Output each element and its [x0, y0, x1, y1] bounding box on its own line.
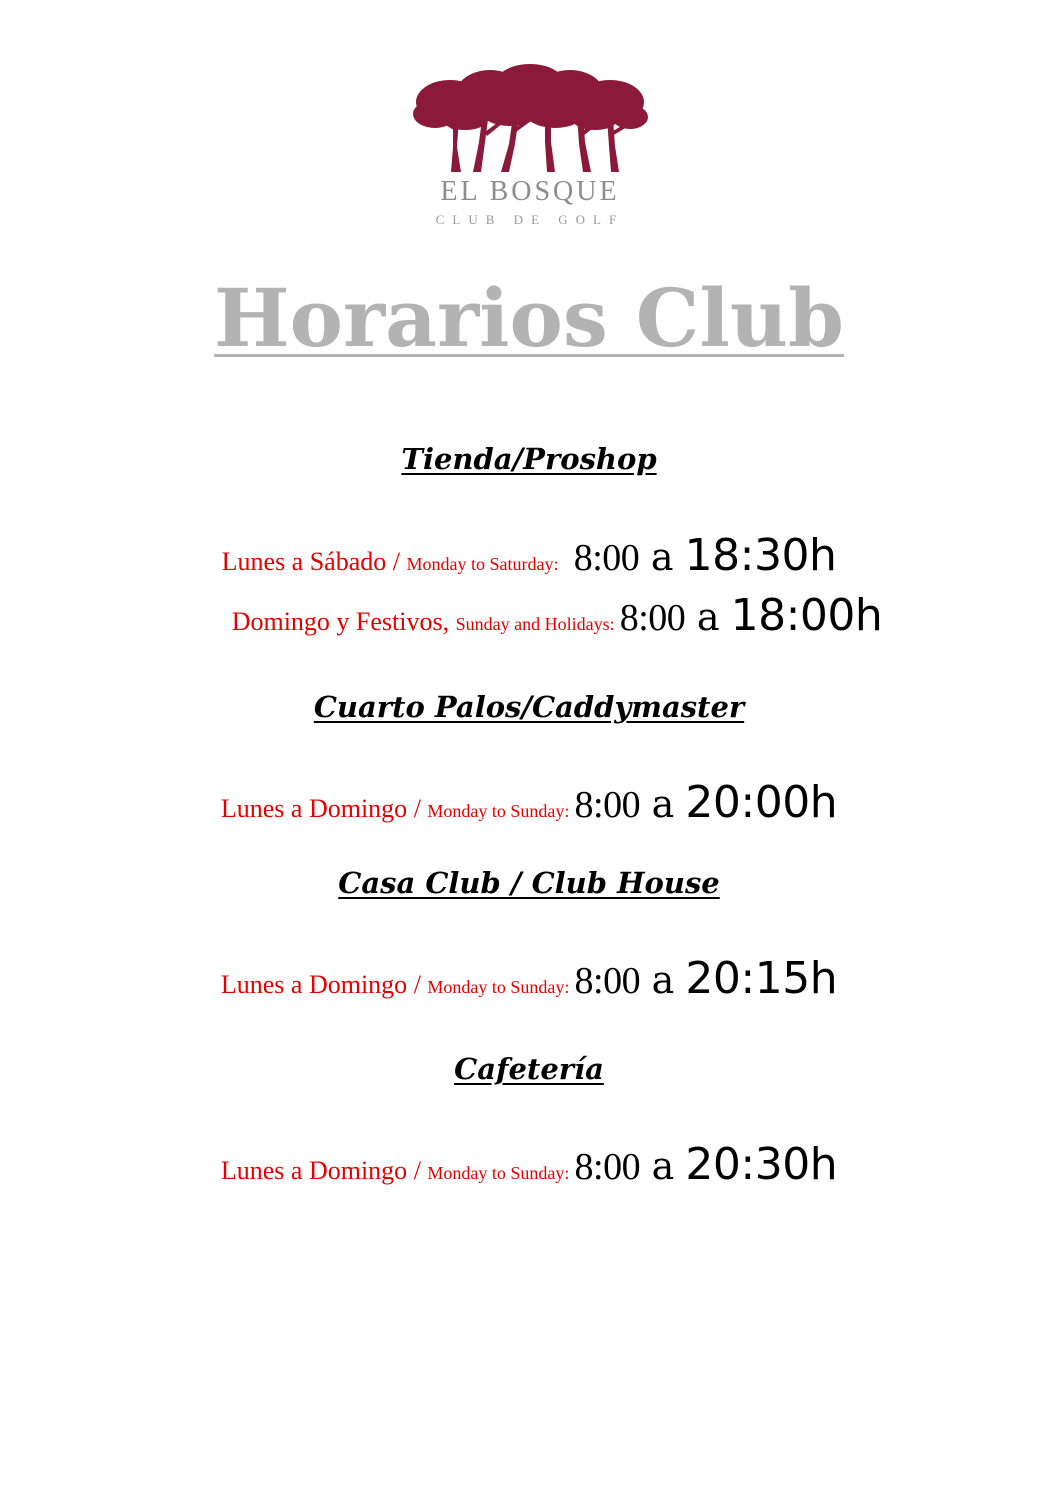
open-time: 8:00: [574, 784, 641, 826]
days-en: Sunday and Holidays:: [455, 614, 615, 634]
close-time: 20:00h: [685, 777, 838, 828]
days-en: Monday to Sunday:: [427, 801, 570, 821]
days-es: Domingo y Festivos,: [231, 607, 450, 636]
days-es: Lunes a Sábado: [221, 547, 387, 576]
logo-name: EL BOSQUE: [440, 176, 620, 207]
hours-connector: a: [650, 535, 674, 579]
open-time: 8:00: [573, 537, 640, 579]
schedule-row: [28, 590, 1058, 641]
hours-connector: a: [651, 782, 674, 826]
hours: [574, 953, 838, 1004]
close-time: 20:30h: [685, 1139, 838, 1190]
separator: /: [407, 970, 428, 999]
days-en: Monday to Sunday:: [427, 977, 570, 997]
page-title: Horarios Club: [214, 271, 844, 365]
days-es: Lunes a Domingo: [220, 1156, 408, 1185]
section-heading-club-house: Casa Club / Club House: [338, 866, 720, 900]
close-time: 20:15h: [685, 953, 838, 1004]
days-es: Lunes a Domingo: [220, 970, 408, 999]
separator: /: [407, 1156, 428, 1185]
close-time: 18:00h: [730, 590, 883, 641]
hours-connector: a: [651, 958, 674, 1002]
close-time: 18:30h: [684, 530, 837, 581]
hours-connector: a: [651, 1144, 674, 1188]
hours-connector: a: [696, 595, 720, 639]
open-time: 8:00: [574, 960, 641, 1002]
schedule-row: [0, 953, 1058, 1004]
trees-icon: [405, 62, 655, 174]
days-en: Monday to Saturday:: [406, 554, 559, 574]
schedule-row: [0, 777, 1058, 828]
days-es: Lunes a Domingo: [220, 794, 408, 823]
hours: [573, 530, 837, 581]
schedule-row: [0, 530, 1058, 581]
club-logo: [405, 62, 655, 232]
separator: /: [386, 547, 407, 576]
section-heading-caddymaster: Cuarto Palos/Caddymaster: [313, 690, 745, 724]
days-en: Monday to Sunday:: [427, 1163, 570, 1183]
separator: /: [407, 794, 428, 823]
hours: [619, 590, 883, 641]
schedule-row: [0, 1139, 1058, 1190]
logo-subtitle: CLUB DE GOLF: [435, 212, 625, 227]
open-time: 8:00: [574, 1146, 641, 1188]
hours: [574, 1139, 838, 1190]
section-heading-proshop: Tienda/Proshop: [401, 442, 657, 476]
hours: [574, 777, 838, 828]
open-time: 8:00: [619, 597, 686, 639]
section-heading-cafeteria: Cafetería: [454, 1052, 604, 1086]
